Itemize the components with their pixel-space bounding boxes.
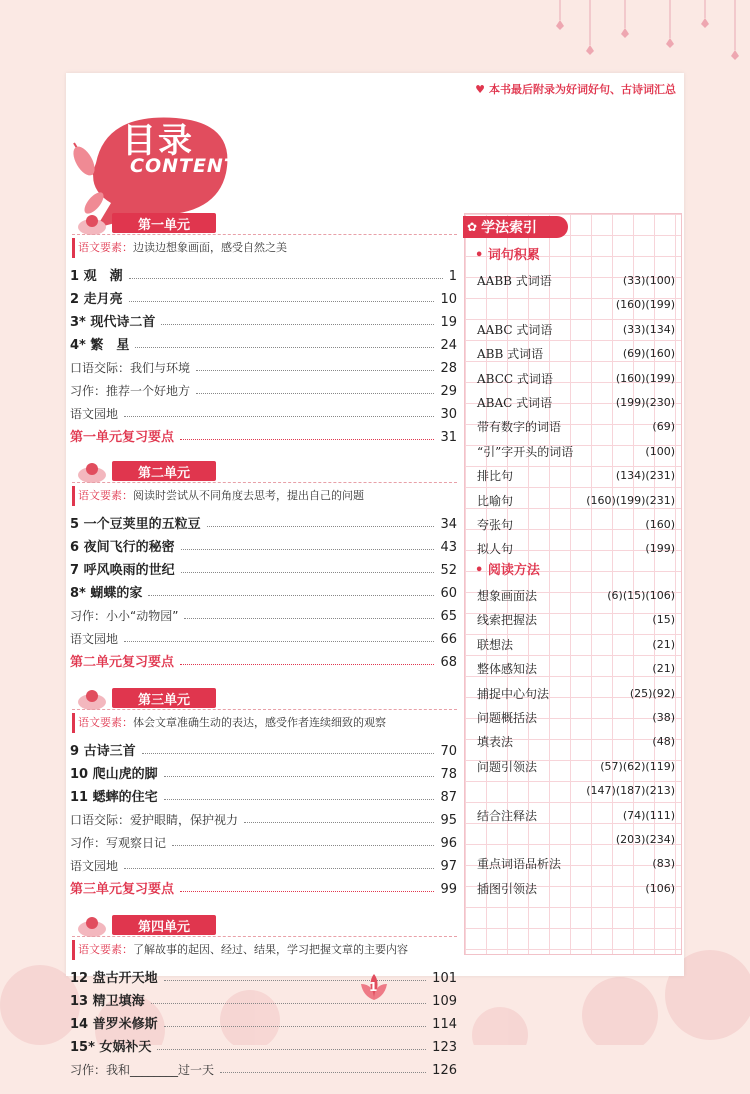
toc-entry[interactable] xyxy=(70,1032,457,1055)
index-row[interactable] xyxy=(477,293,675,317)
entry-page: 60 xyxy=(440,586,457,601)
leader-dots xyxy=(180,439,434,440)
appendix-note xyxy=(475,81,676,97)
index-term: 线索把握法 xyxy=(477,613,538,628)
index-row[interactable] xyxy=(477,464,675,488)
entry-title: 精卫填海 xyxy=(92,994,145,1009)
toc-entry[interactable] xyxy=(70,422,457,445)
index-pages: (33)(100) xyxy=(622,274,675,287)
entry-page: 52 xyxy=(440,563,457,578)
requirement-label: 语文要素： xyxy=(78,489,133,502)
index-pages: (160)(199) xyxy=(615,298,675,312)
index-pages: (147)(187)(213) xyxy=(586,784,675,798)
index-row[interactable] xyxy=(477,755,675,779)
index-row[interactable] xyxy=(477,391,675,415)
entry-number: 3* xyxy=(70,315,86,330)
leader-dots xyxy=(161,324,434,325)
leader-dots xyxy=(180,891,434,892)
toc-entry[interactable] xyxy=(70,261,457,284)
index-pages: (69) xyxy=(652,420,675,434)
index-pages: (203)(234) xyxy=(615,832,675,846)
index-row[interactable] xyxy=(477,489,675,513)
leader-dots xyxy=(207,526,435,527)
appendix-note-text: 本书最后附录为好词好句、古诗词汇总 xyxy=(489,83,676,96)
entry-title: 普罗米修斯 xyxy=(92,1017,158,1032)
index-row[interactable] xyxy=(477,657,675,681)
index-row[interactable] xyxy=(477,804,675,828)
entry-number: 11 xyxy=(70,790,89,805)
index-pages: (106) xyxy=(645,881,675,895)
entry-title: 语文园地 xyxy=(70,632,119,646)
index-row[interactable] xyxy=(477,415,675,439)
index-pages: (15) xyxy=(652,613,675,627)
entry-number: 8* xyxy=(70,586,86,601)
leader-dots xyxy=(124,416,434,417)
index-pages: (25)(92) xyxy=(629,686,675,700)
leader-dots xyxy=(196,370,434,371)
entry-number: 2 xyxy=(70,292,80,307)
entry-page: 34 xyxy=(440,517,457,532)
leader-dots xyxy=(124,641,434,642)
entry-page: 66 xyxy=(440,632,457,647)
leader-dots xyxy=(181,549,435,550)
entry-title: 繁 星 xyxy=(90,338,130,353)
leader-dots xyxy=(142,753,435,754)
index-pages: (160)(199)(231) xyxy=(586,493,675,507)
toc-entry[interactable] xyxy=(70,601,457,624)
index-list xyxy=(477,584,675,901)
unit-flower-icon xyxy=(76,913,108,937)
index-pages: (199) xyxy=(645,542,675,556)
entry-number: 5 xyxy=(70,517,80,532)
entry-number: 4* xyxy=(70,338,86,353)
toc-entry[interactable] xyxy=(70,509,457,532)
unit-requirement xyxy=(72,940,457,960)
toc-entry[interactable] xyxy=(70,759,457,782)
entry-title: 呼风唤雨的世纪 xyxy=(83,563,175,578)
index-row[interactable] xyxy=(477,877,675,901)
unit-header xyxy=(70,913,457,937)
toc-entry[interactable] xyxy=(70,284,457,307)
entry-number: 15* xyxy=(70,1040,95,1055)
contents-subtitle: CONTENTS xyxy=(130,155,253,177)
entry-page: 109 xyxy=(432,994,457,1009)
requirement-text: 阅读时尝试从不同角度去思考，提出自己的问题 xyxy=(133,489,364,502)
requirement-text: 边读边想象画面，感受自然之美 xyxy=(133,241,287,254)
entry-number: 1 xyxy=(70,269,80,284)
index-row[interactable] xyxy=(477,513,675,537)
entry-title: 现代诗二首 xyxy=(90,315,156,330)
leader-dots xyxy=(148,595,434,596)
leader-dots xyxy=(124,868,434,869)
index-term: 想象画面法 xyxy=(477,589,538,603)
index-term: ABAC 式词语 xyxy=(477,395,553,410)
entry-page: 30 xyxy=(440,407,457,422)
requirement-label: 语文要素： xyxy=(78,241,133,254)
entry-number: 6 xyxy=(70,540,80,555)
index-pages: (199)(230) xyxy=(615,395,675,409)
heart-icon: ♥ xyxy=(475,82,485,96)
unit-header xyxy=(70,459,457,483)
index-pages: (57)(62)(119) xyxy=(600,759,675,773)
unit-title: 第四单元 xyxy=(112,915,216,935)
index-row[interactable] xyxy=(477,367,675,391)
entry-title: 习作：小小“动物园” xyxy=(70,609,179,623)
toc-entry[interactable] xyxy=(70,532,457,555)
unit-section xyxy=(70,913,457,1078)
index-pages: (21) xyxy=(652,637,675,651)
page-number: 1 xyxy=(369,980,378,994)
index-term: 带有数字的词语 xyxy=(477,420,562,435)
index-row[interactable] xyxy=(477,342,675,366)
entry-page: 43 xyxy=(440,540,457,555)
entry-page: 70 xyxy=(440,744,457,759)
index-term: 联想法 xyxy=(477,637,514,652)
hanging-flowers-decoration xyxy=(520,0,750,70)
entry-page: 97 xyxy=(440,859,457,874)
entry-title: 一个豆荚里的五粒豆 xyxy=(83,517,201,532)
leader-dots xyxy=(135,347,434,348)
unit-requirement xyxy=(72,713,457,733)
toc-entry[interactable] xyxy=(70,782,457,805)
index-pages: (160)(199) xyxy=(615,371,675,385)
requirement-text: 了解故事的起因、经过、结果，学习把握文章的主要内容 xyxy=(133,943,408,956)
entry-page: 101 xyxy=(432,971,457,986)
index-pages: (100) xyxy=(645,444,675,458)
entry-title: 盘古开天地 xyxy=(92,971,158,986)
toc-entry[interactable] xyxy=(70,736,457,759)
entry-page: 78 xyxy=(440,767,457,782)
index-row[interactable] xyxy=(477,779,675,803)
entry-number: 10 xyxy=(70,767,89,782)
toc-entry[interactable] xyxy=(70,1009,457,1032)
index-term: 重点词语品析法 xyxy=(477,857,562,872)
index-term: 填表法 xyxy=(477,735,514,750)
leader-dots xyxy=(220,1072,426,1073)
index-row[interactable] xyxy=(477,608,675,632)
index-term: 整体感知法 xyxy=(477,662,538,677)
entry-page: 114 xyxy=(432,1017,457,1032)
entry-number: 9 xyxy=(70,744,80,759)
entry-page: 29 xyxy=(440,384,457,399)
entry-page: 99 xyxy=(440,882,457,897)
index-row[interactable] xyxy=(477,682,675,706)
toc-entry[interactable] xyxy=(70,851,457,874)
unit-title: 第三单元 xyxy=(112,688,216,708)
index-term: ABCC 式词语 xyxy=(477,371,553,386)
entry-page: 31 xyxy=(440,430,457,445)
entry-title: 第三单元复习要点 xyxy=(70,882,175,897)
index-row[interactable] xyxy=(477,584,675,608)
entry-title: 习作：我和________过一天 xyxy=(70,1063,215,1077)
leader-dots xyxy=(196,393,434,394)
requirement-label: 语文要素： xyxy=(78,716,133,729)
index-row[interactable] xyxy=(477,269,675,293)
unit-header xyxy=(70,211,457,235)
toc-entry[interactable] xyxy=(70,963,457,986)
entry-number: 7 xyxy=(70,563,80,578)
leader-dots xyxy=(180,664,434,665)
index-term: 问题概括法 xyxy=(477,710,538,725)
leader-dots xyxy=(164,776,435,777)
contents-title: 目录 xyxy=(122,121,194,161)
index-term: ABB 式词语 xyxy=(477,347,544,362)
unit-section xyxy=(70,459,457,670)
index-row[interactable] xyxy=(477,318,675,342)
entry-title: 语文园地 xyxy=(70,407,119,421)
entry-title: 语文园地 xyxy=(70,859,119,873)
toc-entry[interactable] xyxy=(70,330,457,353)
entry-number: 13 xyxy=(70,994,89,1009)
requirement-label: 语文要素： xyxy=(78,943,133,956)
toc-entry[interactable] xyxy=(70,578,457,601)
entry-page: 10 xyxy=(440,292,457,307)
toc-entry[interactable] xyxy=(70,874,457,897)
toc-entry[interactable] xyxy=(70,986,457,1009)
unit-divider xyxy=(72,709,457,710)
index-term: 结合注释法 xyxy=(477,808,538,823)
leader-dots xyxy=(244,822,434,823)
index-row[interactable] xyxy=(477,706,675,730)
unit-requirement xyxy=(72,238,457,258)
entry-title: 习作：推荐一个好地方 xyxy=(70,384,191,398)
leader-dots xyxy=(184,618,434,619)
entry-title: 走月亮 xyxy=(83,292,123,307)
method-index-panel xyxy=(464,213,682,955)
entry-page: 126 xyxy=(432,1063,457,1078)
unit-title: 第一单元 xyxy=(112,213,216,233)
entry-title: 夜间飞行的秘密 xyxy=(83,540,175,555)
index-section-title: • 词句积累 xyxy=(475,248,540,263)
toc-page xyxy=(66,73,684,1078)
index-pages: (69)(160) xyxy=(622,347,675,361)
index-pages: (74)(111) xyxy=(622,808,675,822)
leader-dots xyxy=(151,1003,427,1004)
unit-divider xyxy=(72,234,457,235)
method-index-banner xyxy=(463,216,568,238)
entry-page: 87 xyxy=(440,790,457,805)
leader-dots xyxy=(164,799,435,800)
entry-page: 96 xyxy=(440,836,457,851)
entry-page: 68 xyxy=(440,655,457,670)
index-pages: (21) xyxy=(652,662,675,676)
toc-entry[interactable] xyxy=(70,307,457,330)
toc-entry[interactable] xyxy=(70,353,457,376)
index-term: AABB 式词语 xyxy=(477,274,552,288)
entry-title: 第二单元复习要点 xyxy=(70,655,175,670)
leader-dots xyxy=(164,1026,427,1027)
index-term: 插图引领法 xyxy=(477,881,538,896)
entry-page: 19 xyxy=(440,315,457,330)
unit-header xyxy=(70,686,457,710)
entry-title: 口语交际：我们与环境 xyxy=(70,361,191,375)
entry-title: 女娲补天 xyxy=(99,1040,152,1055)
entry-title: 习作：写观察日记 xyxy=(70,836,167,850)
unit-flower-icon xyxy=(76,211,108,235)
leader-dots xyxy=(129,301,435,302)
toc-entry[interactable] xyxy=(70,828,457,851)
entry-title: 蝴蝶的家 xyxy=(90,586,143,601)
index-pages: (33)(134) xyxy=(622,322,675,336)
unit-flower-icon xyxy=(76,686,108,710)
toc-entry[interactable] xyxy=(70,805,457,828)
requirement-text: 体会文章准确生动的表达，感受作者连续细致的观察 xyxy=(133,716,386,729)
index-term: 问题引领法 xyxy=(477,759,538,774)
entry-page: 24 xyxy=(440,338,457,353)
units-column xyxy=(70,211,457,1094)
index-pages: (160) xyxy=(645,517,675,531)
method-index-title: 学法索引 xyxy=(481,220,538,236)
unit-section xyxy=(70,686,457,897)
index-term: 拟人句 xyxy=(477,542,514,557)
index-term: 夸张句 xyxy=(477,517,514,532)
toc-entry[interactable] xyxy=(70,399,457,422)
index-row[interactable] xyxy=(477,440,675,464)
unit-section xyxy=(70,211,457,445)
index-pages: (134)(231) xyxy=(615,469,675,483)
index-row[interactable] xyxy=(477,730,675,754)
index-pages: (38) xyxy=(652,710,675,724)
index-row[interactable] xyxy=(477,633,675,657)
index-section-title: • 阅读方法 xyxy=(475,563,540,578)
index-row[interactable] xyxy=(477,852,675,876)
index-pages: (6)(15)(106) xyxy=(607,589,675,602)
entry-number: 12 xyxy=(70,971,89,986)
index-term: 比喻句 xyxy=(477,493,514,508)
unit-requirement xyxy=(72,486,457,506)
unit-flower-icon xyxy=(76,459,108,483)
entry-title: 口语交际：爱护眼睛，保护视力 xyxy=(70,813,239,827)
leader-dots xyxy=(129,278,443,279)
index-pages: (48) xyxy=(652,735,675,749)
entry-title: 古诗三首 xyxy=(83,744,136,759)
entry-page: 1 xyxy=(448,269,457,284)
entry-title: 爬山虎的脚 xyxy=(92,767,158,782)
index-term: “引”字开头的词语 xyxy=(477,444,574,459)
toc-entry[interactable] xyxy=(70,376,457,399)
toc-entry[interactable] xyxy=(70,624,457,647)
unit-divider xyxy=(72,936,457,937)
entry-page: 65 xyxy=(440,609,457,624)
entry-number: 14 xyxy=(70,1017,89,1032)
leader-dots xyxy=(157,1049,426,1050)
index-term: AABC 式词语 xyxy=(477,322,553,337)
toc-entry[interactable] xyxy=(70,1055,457,1078)
entry-page: 123 xyxy=(432,1040,457,1055)
entry-page: 95 xyxy=(440,813,457,828)
index-list xyxy=(477,269,675,562)
toc-entry[interactable] xyxy=(70,647,457,670)
entry-title: 观 潮 xyxy=(83,269,123,284)
leader-dots xyxy=(181,572,435,573)
entry-title: 蟋蟀的住宅 xyxy=(92,790,158,805)
index-pages: (83) xyxy=(652,857,675,871)
entry-title: 第一单元复习要点 xyxy=(70,430,175,445)
flower-icon: ✿ xyxy=(467,220,478,234)
entry-page: 28 xyxy=(440,361,457,376)
unit-divider xyxy=(72,482,457,483)
unit-title: 第二单元 xyxy=(112,461,216,481)
toc-entry[interactable] xyxy=(70,555,457,578)
index-row[interactable] xyxy=(477,828,675,852)
index-term: 捕捉中心句法 xyxy=(477,686,550,701)
leader-dots xyxy=(172,845,434,846)
index-term: 排比句 xyxy=(477,469,514,484)
